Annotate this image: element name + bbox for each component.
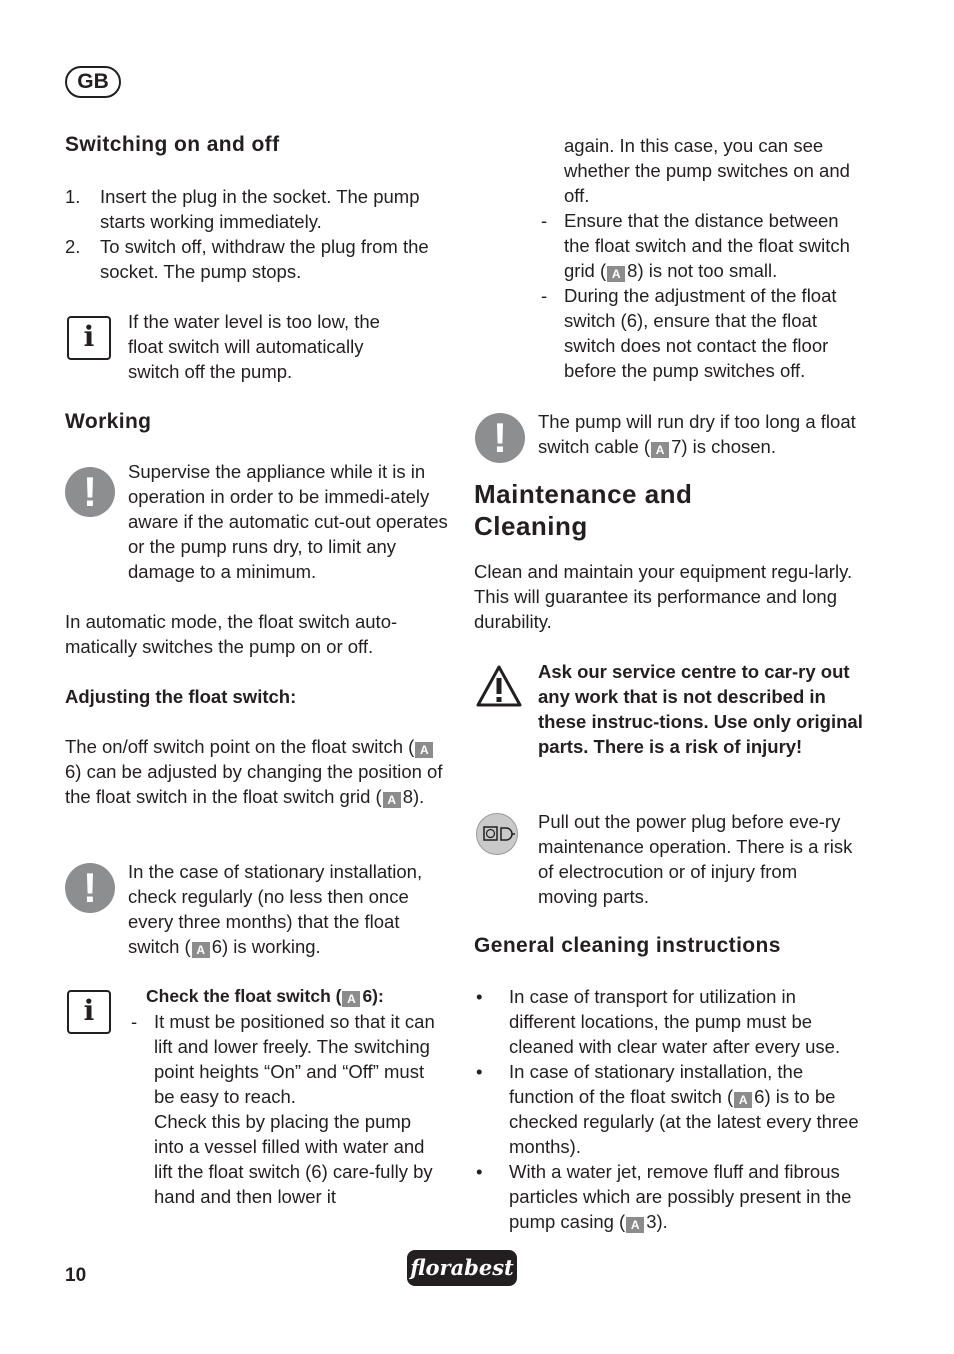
figure-ref-badge: A	[383, 792, 401, 808]
check-title: Check the float switch ( A 6):	[146, 986, 384, 1006]
figure-ref-badge: A	[651, 442, 669, 458]
figure-ref-badge: A	[626, 1217, 644, 1233]
warning-note: The pump will run dry if too long a float switch cable ( A 7) is chosen.	[538, 411, 856, 457]
brand-logo: florabest	[407, 1250, 517, 1286]
unplug-icon	[476, 813, 518, 855]
info-note: If the water level is too low, the float switch will automatically switch off the pump.	[128, 311, 380, 382]
warning-triangle-icon	[475, 664, 523, 708]
warning-note: Supervise the appliance while it is in operation in order to be immedi-ately aware if the automatic cut-out operates or the pump runs dry, to limit any damage to a minimum.	[128, 461, 448, 582]
list-item: • With a water jet, remove fluff and fibrous particles which are possibly present in the pump casing ( A 3).	[476, 1161, 852, 1232]
section-title-working: Working	[65, 410, 152, 433]
exclamation-circle-icon: !	[65, 467, 115, 517]
list-item: - During the adjustment of the float switch (6), ensure that the float switch does not contact the floor before the pump switches off.	[541, 285, 837, 381]
step-text: To switch off, withdraw the plug from the socket. The pump stops.	[100, 236, 429, 282]
switching-steps-list	[65, 184, 450, 284]
exclamation-circle-icon: !	[475, 413, 525, 463]
section-title-general-cleaning: General cleaning instructions	[474, 934, 781, 957]
step-text: Insert the plug in the socket. The pump starts working immediately.	[100, 186, 420, 232]
warning-note: In the case of stationary installation, check regularly (no less then once every three months) that the float switch ( A 6) is working.	[128, 861, 423, 957]
figure-ref-badge: A	[415, 742, 433, 758]
section-title-maintenance: Maintenance and Cleaning	[474, 479, 693, 541]
dash-marker: -	[541, 210, 548, 231]
auto-mode-paragraph: In automatic mode, the float switch auto-matically switches the pump on or off.	[65, 611, 398, 657]
figure-ref-badge: A	[192, 942, 210, 958]
info-icon: i	[67, 990, 111, 1034]
step-number: 2.	[65, 236, 81, 257]
list-item: • In case of transport for utilization in different locations, the pump must be cleaned with clear water after every use.	[476, 986, 841, 1057]
figure-ref-badge: A	[607, 266, 625, 282]
check-list	[131, 1009, 441, 1209]
figure-ref-badge: A	[734, 1092, 752, 1108]
bullet-marker: •	[476, 1061, 483, 1082]
section-title-switching: Switching on and off	[65, 133, 280, 156]
exclamation-circle-icon: !	[65, 863, 115, 913]
list-item	[65, 184, 450, 234]
list-item: • In case of stationary installation, the function of the float switch ( A 6) is to be checked regularly (at the latest every three months).	[476, 1061, 859, 1157]
figure-ref-badge: A	[342, 991, 360, 1007]
list-item	[65, 234, 450, 284]
cleaning-bullet-list	[474, 984, 859, 1234]
list-item-continuation: Check this by placing the pump into a vessel filled with water and lift the float switch (6) care-fully by hand and then lower it	[154, 1111, 433, 1207]
bullet-marker: •	[476, 986, 483, 1007]
dash-marker: -	[131, 1011, 138, 1032]
step-number: 1.	[65, 186, 81, 207]
maintenance-intro: Clean and maintain your equipment regu-larly. This will guarantee its performance and long durability.	[474, 561, 853, 632]
adjusting-paragraph: The on/off switch point on the float switch ( A6) can be adjusted by changing the position of the float switch in the float switch grid ( A 8).	[65, 736, 443, 807]
check-list-continuation: again. In this case, you can see whether the pump switches on and off. - Ensure that the distance between the float switch and the float switch grid ( A 8) is not too small. - During the adjustment of the float switch (6), ensure that the float switch does not contact the floor before the pump switches off.	[541, 135, 850, 381]
dash-marker: -	[541, 285, 548, 306]
unplug-note: Pull out the power plug before eve-ry maintenance operation. There is a risk of electrocution or of injury from moving parts.	[538, 811, 853, 907]
page-number: 10	[65, 1265, 87, 1286]
caution-note: Ask our service centre to car-ry out any work that is not described in these instruc-tions. Use only original parts. There is a risk of injury!	[538, 661, 863, 757]
bullet-marker: •	[476, 1161, 483, 1182]
subsection-title-adjusting: Adjusting the float switch:	[65, 686, 297, 707]
list-item: - Ensure that the distance between the float switch and the float switch grid ( A 8) is not too small.	[541, 210, 850, 281]
info-icon: i	[67, 316, 111, 360]
language-badge: GB	[65, 66, 121, 98]
list-item: - It must be positioned so that it can lift and lower freely. The switching point heights “On” and “Off” must be easy to reach.	[131, 1011, 435, 1107]
